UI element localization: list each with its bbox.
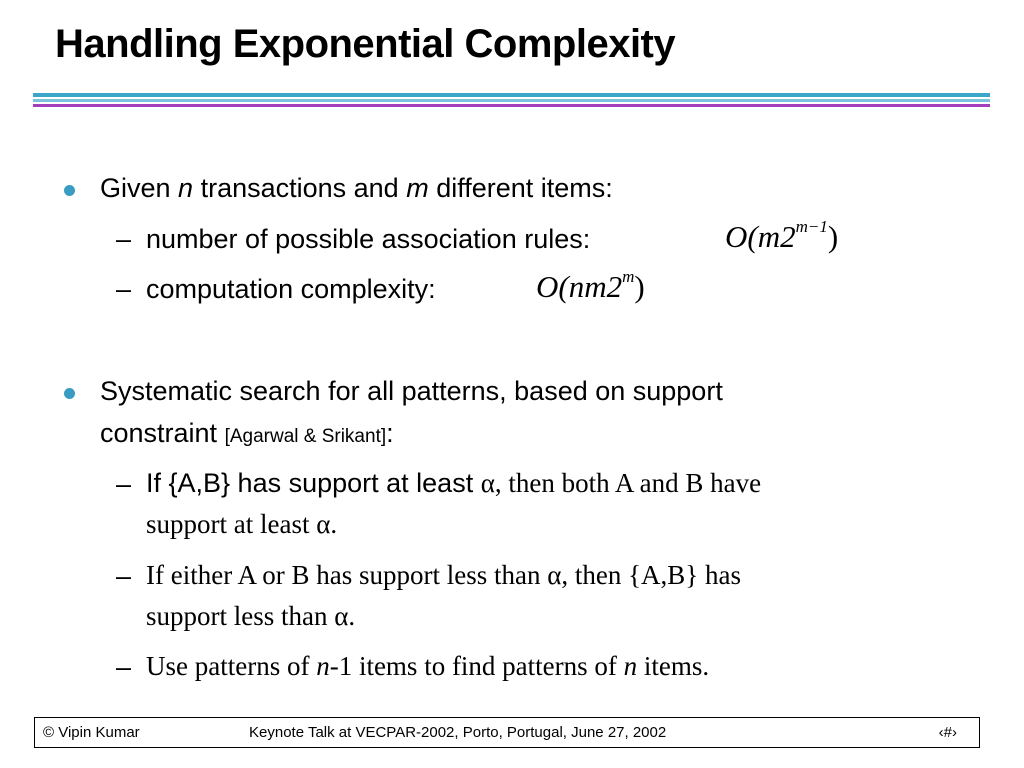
- formula-base: O(nm2: [536, 269, 623, 304]
- dash-icon: –: [116, 561, 132, 591]
- formula-close: ): [827, 219, 839, 254]
- text: Given: [100, 173, 179, 203]
- text: constraint: [100, 418, 225, 448]
- bullet1-sub1: [146, 224, 590, 255]
- var-m: m: [406, 173, 429, 203]
- var-n: n: [316, 651, 330, 681]
- bullet2-line2: [100, 418, 394, 449]
- text: -1 items to find patterns of: [329, 651, 624, 681]
- dash-icon: –: [116, 652, 132, 682]
- bullet1-text: [100, 173, 613, 204]
- formula-base: O(m2: [725, 219, 796, 254]
- title-underline: [33, 93, 990, 109]
- bullet2-sub2-line1: If either A or B has support less than α, then {A,B} has: [146, 560, 741, 590]
- bullet2-sub2-line2: support less than α.: [146, 601, 356, 631]
- text: :: [386, 418, 394, 448]
- var-n: n: [178, 173, 194, 203]
- text: Use patterns of: [146, 651, 317, 681]
- rule-purple: [33, 104, 990, 107]
- rule-light-cyan: [33, 99, 990, 102]
- footer-talk: Keynote Talk at VECPAR-2002, Porto, Portugal, June 27, 2002: [249, 724, 667, 741]
- dash-icon: –: [116, 469, 132, 499]
- rule-cyan: [33, 93, 990, 97]
- formula-complexity: [536, 266, 645, 305]
- bullet-icon: [64, 388, 75, 399]
- text: number of possible association rules:: [146, 224, 591, 254]
- bullet2-line1: Systematic search for all patterns, based on support: [100, 376, 723, 406]
- text: different items:: [428, 173, 613, 203]
- formula-exponent: m−1: [795, 216, 828, 236]
- formula-exponent: m: [622, 266, 635, 286]
- text: If {A,B} has support at least: [146, 468, 481, 498]
- var-n: n: [623, 651, 638, 681]
- text: items.: [637, 651, 710, 681]
- citation: [Agarwal & Srikant]: [224, 426, 387, 447]
- bullet2-sub3: [146, 651, 709, 682]
- dash-icon: –: [116, 274, 132, 304]
- text: computation complexity:: [146, 274, 436, 304]
- footer-page-number: ‹#›: [938, 724, 957, 741]
- slide-title: Handling Exponential Complexity: [55, 22, 676, 66]
- bullet-icon: [64, 185, 75, 196]
- text: transactions and: [193, 173, 407, 203]
- bullet2-sub1-line2: support at least α.: [146, 509, 338, 539]
- formula-close: ): [634, 269, 645, 304]
- footer-author: © Vipin Kumar: [43, 724, 140, 741]
- slide-footer: [34, 717, 980, 748]
- text: α, then both A and B have: [480, 468, 762, 498]
- dash-icon: –: [116, 224, 132, 254]
- bullet2-sub1-line1: [146, 468, 761, 499]
- formula-rules: [725, 216, 839, 255]
- bullet1-sub2: [146, 274, 436, 305]
